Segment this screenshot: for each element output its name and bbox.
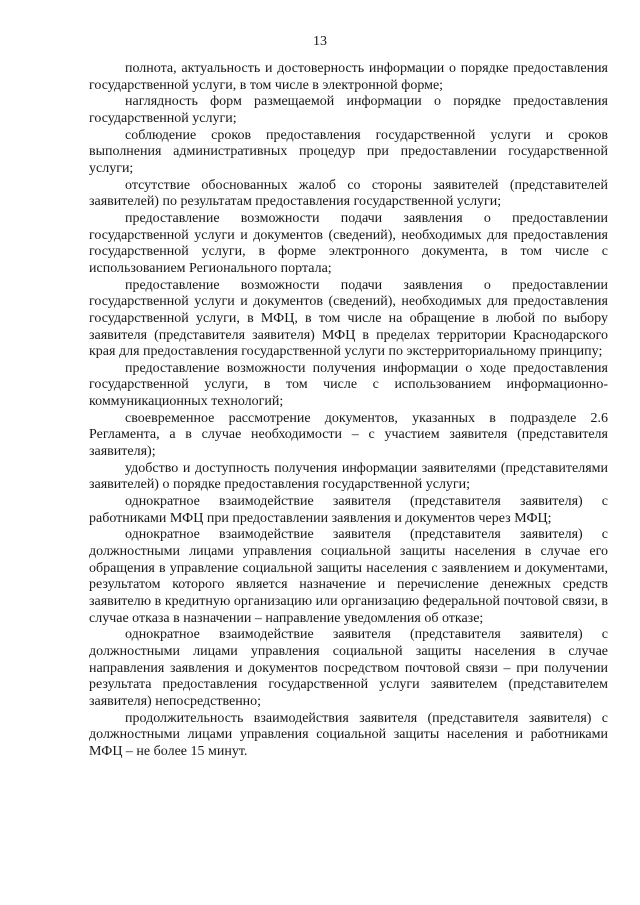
document-body [89, 61, 608, 761]
paragraph: наглядность форм размещаемой информации о порядке предоставления государственной услуги; [89, 94, 608, 126]
paragraph: предоставление возможности подачи заявления о предоставлении государственной услуги и документов (сведений), необходимых для предоставления государственной услуги, в форме электронного документа, в том числе с использованием Регионального портала; [89, 210, 608, 276]
paragraph: своевременное рассмотрение документов, указанных в подразделе 2.6 Регламента, а в случае необходимости – с участием заявителя (представителя заявителя); [89, 410, 608, 460]
paragraph: отсутствие обоснованных жалоб со стороны заявителей (представителей заявителей) по результатам предоставления государственной услуги; [89, 177, 608, 210]
paragraph: однократное взаимодействие заявителя (представителя заявителя) с должностными лицами управления социальной защиты населения в случае направления заявления и документов посредством почтовой связи – при получении результата предоставления государственной услуги заявителем (представителем заявителя) непосредственно; [89, 627, 608, 709]
paragraph: однократное взаимодействие заявителя (представителя заявителя) с должностными лицами управления социальной защиты населения в случае его обращения в управление социальной защиты населения с заявлением и документами, результатом которого является назначение и перечисление денежных средств заявителю в кредитную организацию или организацию федеральной почтовой связи, в случае отказа в назначении – направление уведомления об отказе; [89, 527, 608, 626]
paragraph: предоставление возможности получения информации о ходе предоставления государственной услуги, в том числе с использованием информационно-коммуникационных технологий; [89, 360, 608, 410]
paragraph: однократное взаимодействие заявителя (представителя заявителя) с работниками МФЦ при предоставлении заявления и документов через МФЦ; [89, 494, 608, 526]
paragraph: соблюдение сроков предоставления государственной услуги и сроков выполнения административных процедур при предоставлении государственной услуги; [89, 127, 608, 176]
paragraph: полнота, актуальность и достоверность информации о порядке предоставления государственной услуги, в том числе в электронной форме; [89, 61, 608, 93]
paragraph: предоставление возможности подачи заявления о предоставлении государственной услуги и документов (сведений), необходимых для предоставления государственной услуги, в МФЦ, в том числе на обращение в любой по выбору заявителя (представителя заявителя) МФЦ в пределах территории Краснодарского края для предоставления государственной услуги по экстерриториальному принципу; [89, 277, 608, 360]
page-number: 13 [313, 34, 327, 49]
paragraph: продолжительность взаимодействия заявителя (представителя заявителя) с должностными лицами управления социальной защиты населения и работниками МФЦ – не более 15 минут. [89, 710, 608, 759]
paragraph: удобство и доступность получения информации заявителями (представителями заявителей) о порядке предоставления государственной услуги; [89, 460, 608, 493]
